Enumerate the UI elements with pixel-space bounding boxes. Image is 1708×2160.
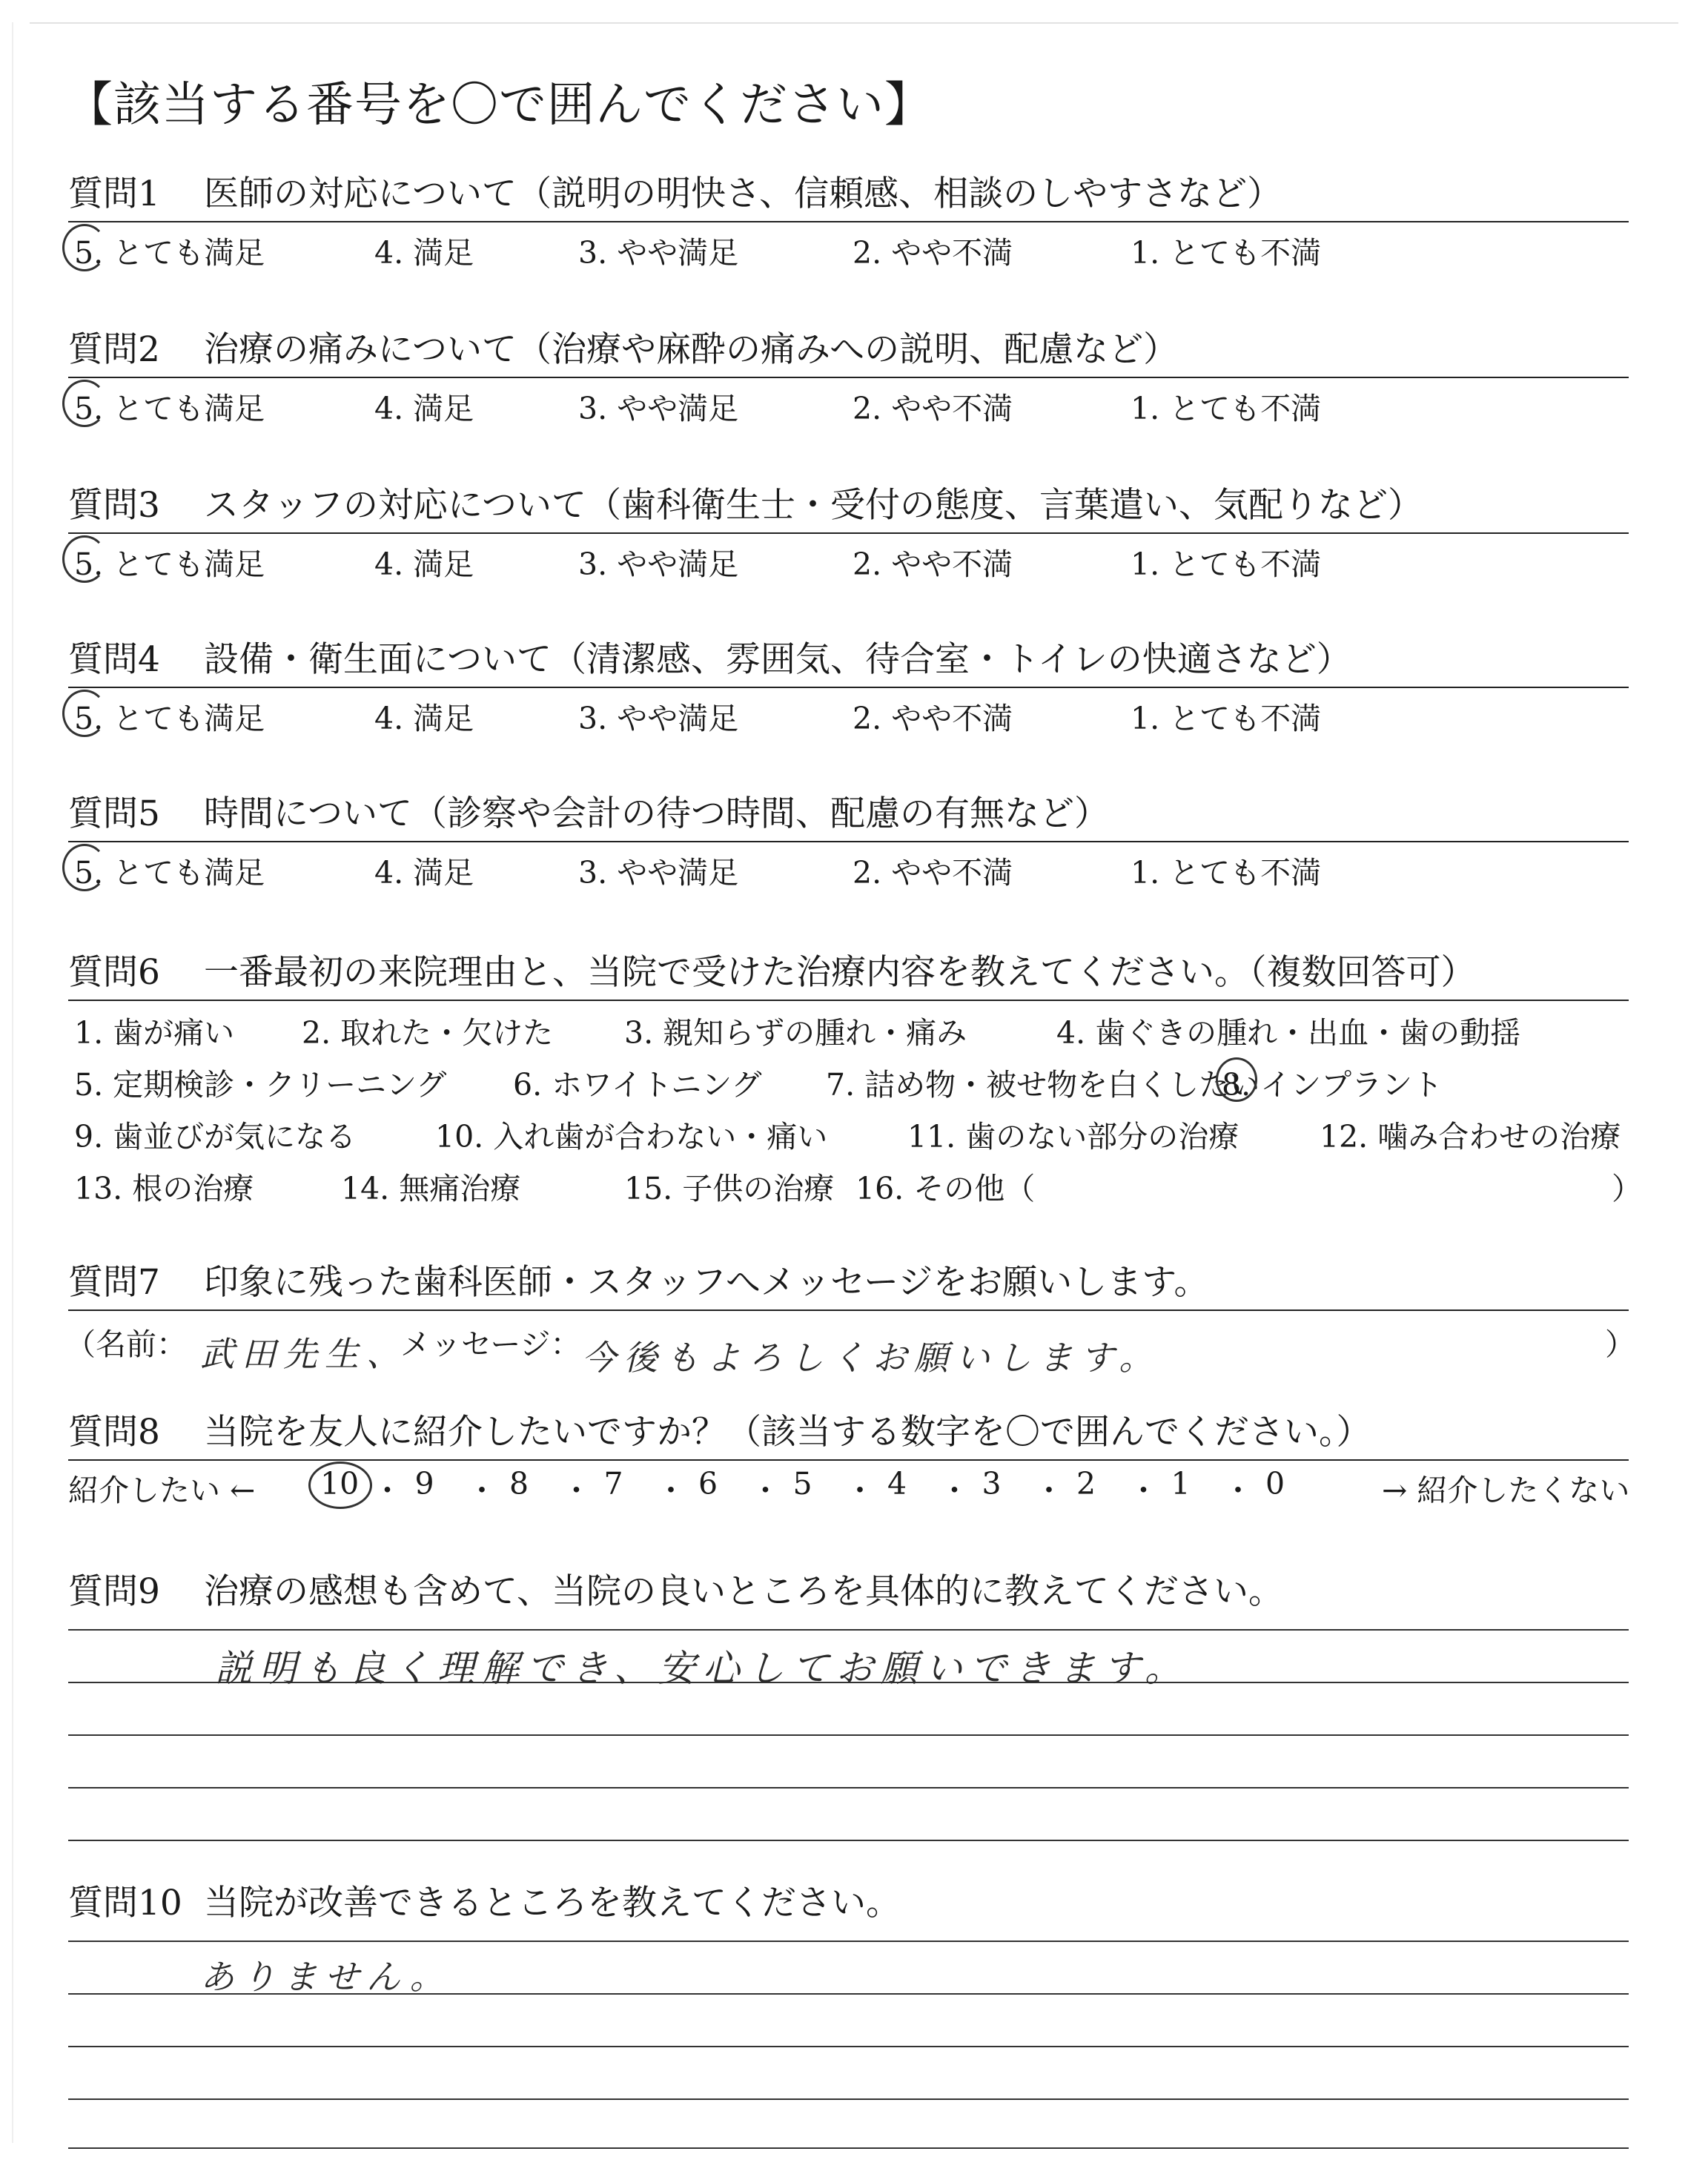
question-number: 質問4 bbox=[68, 639, 160, 680]
message-close-paren: ） bbox=[1605, 1327, 1635, 1362]
instruction-header: 【該当する番号を〇で囲んでください】 bbox=[65, 78, 933, 133]
scale-separator: ・ bbox=[466, 1473, 497, 1508]
reason-option[interactable]: 3. 親知らずの腫れ・痛み bbox=[624, 1015, 967, 1051]
scale-separator: ・ bbox=[1033, 1473, 1065, 1508]
scale-right-label: → 紹介したくない bbox=[1382, 1473, 1630, 1508]
question-rule bbox=[68, 221, 1629, 222]
question-number: 質問6 bbox=[68, 952, 160, 993]
rating-option[interactable]: 4. 満足 bbox=[374, 546, 474, 582]
reason-option[interactable]: 1. 歯が痛い bbox=[74, 1015, 235, 1051]
question-8 bbox=[68, 1409, 1629, 1456]
scale-value[interactable]: 10 bbox=[320, 1466, 360, 1502]
reason-option[interactable]: 4. 歯ぐきの腫れ・出血・歯の動揺 bbox=[1056, 1015, 1521, 1051]
scale-value[interactable]: 4 bbox=[887, 1466, 907, 1502]
question-text: スタッフの対応について（歯科衛生士・受付の態度、言葉遣い、気配りなど） bbox=[204, 485, 1423, 526]
answer-line bbox=[68, 1734, 1629, 1736]
reason-option[interactable]: 10. 入れ歯が合わない・痛い bbox=[435, 1119, 828, 1155]
question-text: 時間について（診察や会計の待つ時間、配慮の有無など） bbox=[204, 793, 1110, 834]
name-answer[interactable]: 武田先生、 bbox=[200, 1334, 408, 1374]
rating-option[interactable]: 1. とても不満 bbox=[1131, 546, 1322, 582]
rating-option[interactable]: 1. とても不満 bbox=[1131, 235, 1322, 271]
scale-value[interactable]: 8 bbox=[509, 1466, 529, 1502]
rating-option[interactable]: 5. とても満足 bbox=[74, 701, 265, 736]
rating-option[interactable]: 2. やや不満 bbox=[853, 701, 1013, 736]
reason-option[interactable]: 2. 取れた・欠けた bbox=[302, 1015, 554, 1051]
question-text: 治療の感想も含めて、当院の良いところを具体的に教えてください。 bbox=[204, 1571, 1284, 1612]
answer-line bbox=[68, 1840, 1629, 1841]
question-3 bbox=[68, 482, 1629, 582]
scale-value[interactable]: 5 bbox=[792, 1466, 812, 1502]
rating-options bbox=[68, 540, 1629, 581]
rating-option[interactable]: 3. やや満足 bbox=[578, 235, 739, 271]
question-6 bbox=[68, 949, 1629, 997]
rating-option[interactable]: 1. とても不満 bbox=[1131, 391, 1322, 426]
rating-option[interactable]: 4. 満足 bbox=[374, 855, 474, 891]
question-title bbox=[68, 326, 1629, 374]
scale-left-label: 紹介したい ← bbox=[68, 1473, 256, 1508]
rating-option[interactable]: 3. やや満足 bbox=[578, 546, 739, 582]
question-text: 設備・衛生面について（清潔感、雰囲気、待合室・トイレの快適さなど） bbox=[204, 639, 1351, 680]
question-title bbox=[68, 1409, 1629, 1456]
rating-option[interactable]: 4. 満足 bbox=[374, 235, 474, 271]
question-title bbox=[68, 1259, 1629, 1307]
scale-separator: ・ bbox=[939, 1473, 970, 1508]
question-rule bbox=[68, 532, 1629, 534]
question-number: 質問7 bbox=[68, 1262, 160, 1303]
rating-options bbox=[68, 848, 1629, 890]
question-number: 質問10 bbox=[68, 1883, 182, 1923]
rating-option[interactable]: 4. 満足 bbox=[374, 701, 474, 736]
message-label: メッセージ： bbox=[400, 1327, 581, 1362]
scale-value[interactable]: 0 bbox=[1265, 1466, 1285, 1502]
answer-line bbox=[68, 2046, 1629, 2047]
question-number: 質問5 bbox=[68, 793, 160, 834]
q6-options bbox=[68, 1008, 1642, 1216]
rating-options bbox=[68, 228, 1629, 270]
question-number: 質問1 bbox=[68, 174, 160, 214]
scale-value[interactable]: 6 bbox=[698, 1466, 718, 1502]
rating-option[interactable]: 1. とても不満 bbox=[1131, 701, 1322, 736]
reason-option[interactable]: 13. 根の治療 bbox=[74, 1171, 254, 1206]
question-text: 医師の対応について（説明の明快さ、信頼感、相談のしやすさなど） bbox=[204, 174, 1282, 214]
rating-option[interactable]: 3. やや満足 bbox=[578, 855, 739, 891]
rating-option[interactable]: 2. やや不満 bbox=[853, 855, 1013, 891]
scale-value[interactable]: 3 bbox=[982, 1466, 1002, 1502]
scale-value[interactable]: 2 bbox=[1076, 1466, 1096, 1502]
scale-separator: ・ bbox=[561, 1473, 592, 1508]
question-rule bbox=[68, 1309, 1629, 1311]
rating-option[interactable]: 5. とても満足 bbox=[74, 855, 265, 891]
scale-value[interactable]: 7 bbox=[603, 1466, 623, 1502]
reason-option[interactable]: 11. 歯のない部分の治療 bbox=[907, 1119, 1239, 1155]
question-4 bbox=[68, 636, 1629, 736]
question-rule bbox=[68, 841, 1629, 842]
question-number: 質問9 bbox=[68, 1571, 160, 1612]
answer-line bbox=[68, 2098, 1629, 2100]
rating-options bbox=[68, 694, 1629, 736]
question-number: 質問2 bbox=[68, 329, 160, 370]
scale-separator: ・ bbox=[750, 1473, 781, 1508]
reason-option[interactable]: 7. 詰め物・被せ物を白くしたい bbox=[826, 1067, 1260, 1103]
question-title bbox=[68, 1568, 1629, 1616]
reason-option[interactable]: 6. ホワイトニング bbox=[513, 1067, 762, 1103]
reason-option[interactable]: 8. インプラント bbox=[1222, 1067, 1443, 1103]
other-close-paren: ） bbox=[1612, 1171, 1642, 1206]
question-text: 当院が改善できるところを教えてください。 bbox=[204, 1883, 901, 1923]
rating-option[interactable]: 4. 満足 bbox=[374, 391, 474, 426]
question-title bbox=[68, 636, 1629, 684]
reason-option[interactable]: 15. 子供の治療 bbox=[624, 1171, 835, 1206]
rating-option[interactable]: 5. とても満足 bbox=[74, 391, 265, 426]
question-title bbox=[68, 482, 1629, 529]
scale-separator: ・ bbox=[844, 1473, 875, 1508]
question-9 bbox=[68, 1568, 1629, 1616]
rating-option[interactable]: 1. とても不満 bbox=[1131, 855, 1322, 891]
answer-line bbox=[68, 1941, 1629, 1942]
rating-options bbox=[68, 384, 1629, 426]
rating-option[interactable]: 3. やや満足 bbox=[578, 701, 739, 736]
rating-option[interactable]: 2. やや不満 bbox=[853, 391, 1013, 426]
question-number: 質問8 bbox=[68, 1412, 160, 1453]
answer-line bbox=[68, 1787, 1629, 1789]
question-number: 質問3 bbox=[68, 485, 160, 526]
question-text: 印象に残った歯科医師・スタッフへメッセージをお願いします。 bbox=[204, 1262, 1209, 1303]
question-text: 治療の痛みについて（治療や麻酔の痛みへの説明、配慮など） bbox=[204, 329, 1179, 370]
reason-option[interactable]: 9. 歯並びが気になる bbox=[74, 1119, 357, 1155]
question-title bbox=[68, 1880, 1629, 1927]
message-answer[interactable]: 今後もよろしくお願いします。 bbox=[582, 1338, 1161, 1378]
question-title bbox=[68, 790, 1629, 838]
rating-option[interactable]: 3. やや満足 bbox=[578, 391, 739, 426]
scale-value[interactable]: 1 bbox=[1171, 1466, 1191, 1502]
question-title bbox=[68, 949, 1629, 997]
scan-edge-left bbox=[12, 22, 13, 2143]
question-7 bbox=[68, 1259, 1629, 1307]
scale-separator: ・ bbox=[655, 1473, 686, 1508]
question-rule bbox=[68, 1459, 1629, 1461]
question-rule bbox=[68, 377, 1629, 378]
question-text: 一番最初の来院理由と、当院で受けた治療内容を教えてください。（複数回答可） bbox=[204, 952, 1476, 993]
rating-option[interactable]: 2. やや不満 bbox=[853, 546, 1013, 582]
question-1 bbox=[68, 171, 1629, 271]
rating-option[interactable]: 5. とても満足 bbox=[74, 235, 265, 271]
scale-value[interactable]: 9 bbox=[414, 1466, 434, 1502]
question-rule bbox=[68, 1000, 1629, 1001]
name-label: （名前： bbox=[65, 1327, 187, 1362]
question-rule bbox=[68, 687, 1629, 688]
reason-option[interactable]: 5. 定期検診・クリーニング bbox=[74, 1067, 447, 1103]
improvement-answer[interactable]: ありません。 bbox=[200, 1957, 451, 1997]
question-text: 当院を友人に紹介したいですか？（該当する数字を〇で囲んでください。） bbox=[204, 1412, 1371, 1453]
recommend-scale bbox=[68, 1466, 1629, 1510]
reason-option[interactable]: 14. 無痛治療 bbox=[341, 1171, 521, 1206]
answer-line bbox=[68, 1629, 1629, 1631]
good-points-answer[interactable]: 説明も良く理解でき、安心してお願いできます。 bbox=[215, 1647, 1189, 1690]
question-5 bbox=[68, 790, 1629, 891]
scale-separator: ・ bbox=[1128, 1473, 1159, 1508]
rating-option[interactable]: 2. やや不満 bbox=[853, 235, 1013, 271]
reason-option[interactable]: 16. その他（ bbox=[855, 1171, 1036, 1206]
scale-separator: ・ bbox=[1222, 1473, 1254, 1508]
reason-option[interactable]: 12. 噛み合わせの治療 bbox=[1320, 1119, 1621, 1155]
question-2 bbox=[68, 326, 1629, 426]
question-title bbox=[68, 171, 1629, 218]
rating-option[interactable]: 5. とても満足 bbox=[74, 546, 265, 582]
scan-edge-top bbox=[30, 22, 1678, 24]
scale-separator: ・ bbox=[372, 1473, 403, 1508]
answer-line bbox=[68, 2147, 1629, 2149]
question-10 bbox=[68, 1880, 1629, 1927]
